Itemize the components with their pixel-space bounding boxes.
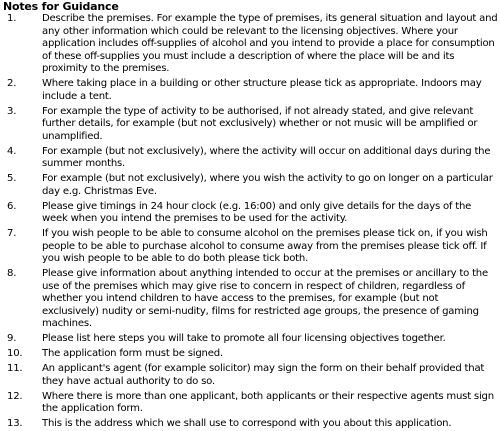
note-item [3, 201, 498, 226]
note-item [3, 146, 498, 171]
note-number: 2. [7, 78, 17, 90]
note-item [3, 391, 498, 416]
note-text: Where taking place in a building or other structure please tick as appropriate. Indoors may include a tent. [42, 78, 482, 102]
note-number: 12. [7, 390, 23, 402]
note-number: 11. [7, 363, 23, 375]
page-title: Notes for Guidance [3, 0, 119, 13]
note-number: 4. [7, 145, 17, 157]
note-item [3, 173, 498, 198]
note-text: For example (but not exclusively), where you wish the activity to go on longer on a particular day e.g. Christmas Eve. [42, 173, 493, 197]
note-text: The application form must be signed. [42, 348, 223, 360]
note-text: For example the type of activity to be authorised, if not already stated, and give relevant further details, for example (but not exclusively) whether or not music will be amplified or unamplified. [42, 105, 478, 142]
note-text: If you wish people to be able to consume alcohol on the premises please tick on, if you wish people to be able to purchase alcohol to consume away from the premises please tick off. If you wish people to be able to do both please tick both. [42, 228, 488, 265]
note-item [3, 333, 498, 346]
note-item [3, 348, 498, 361]
note-text: This is the address which we shall use to correspond with you about this application. [42, 418, 452, 430]
note-item [3, 363, 498, 388]
note-text: Please list here steps you will take to promote all four licensing objectives together. [42, 333, 446, 345]
note-number: 6. [7, 200, 17, 212]
note-number: 10. [7, 348, 23, 360]
note-number: 1. [7, 13, 17, 24]
note-item [3, 106, 498, 144]
note-number: 3. [7, 105, 17, 117]
note-number: 7. [7, 228, 17, 240]
note-text: Please give timings in 24 hour clock (e.g. 16:00) and only give details for the days of the week when you intend the premises to be used for the activity. [42, 200, 472, 225]
note-text: For example (but not exclusively), where the activity will occur on additional days during the summer months. [42, 145, 491, 170]
note-item [3, 268, 498, 331]
note-text: Describe the premises. For example the type of premises, its general situation and layout and any other information which could be relevant to the licensing objectives. Where your application includes off-supplies of alcohol and you intend to provide a place for consumption of these off-supplies you must include a description of where the place will be and its proximity to the premises. [42, 13, 498, 75]
note-text: Please give information about anything intended to occur at the premises or ancillary to the use of the premises which may give rise to concern in respect of children, regardless of whether you intend children to have access to the premises, for example (but not exclusively) nudity or semi-nudity, films for restricted age groups, the presence of gaming machines. [42, 268, 488, 330]
note-item [3, 78, 498, 103]
note-text: An applicant's agent (for example solicitor) may sign the form on their behalf provided that they have actual authority to do so. [42, 363, 485, 387]
note-item [3, 228, 498, 266]
note-number: 8. [7, 268, 17, 280]
note-item [3, 13, 498, 76]
note-number: 5. [7, 173, 17, 185]
note-number: 9. [7, 333, 17, 345]
notes-list [3, 13, 498, 431]
note-item [3, 418, 498, 431]
note-text: Where there is more than one applicant, both applicants or their respective agents must sign the application form. [42, 390, 494, 415]
note-number: 13. [7, 418, 23, 430]
